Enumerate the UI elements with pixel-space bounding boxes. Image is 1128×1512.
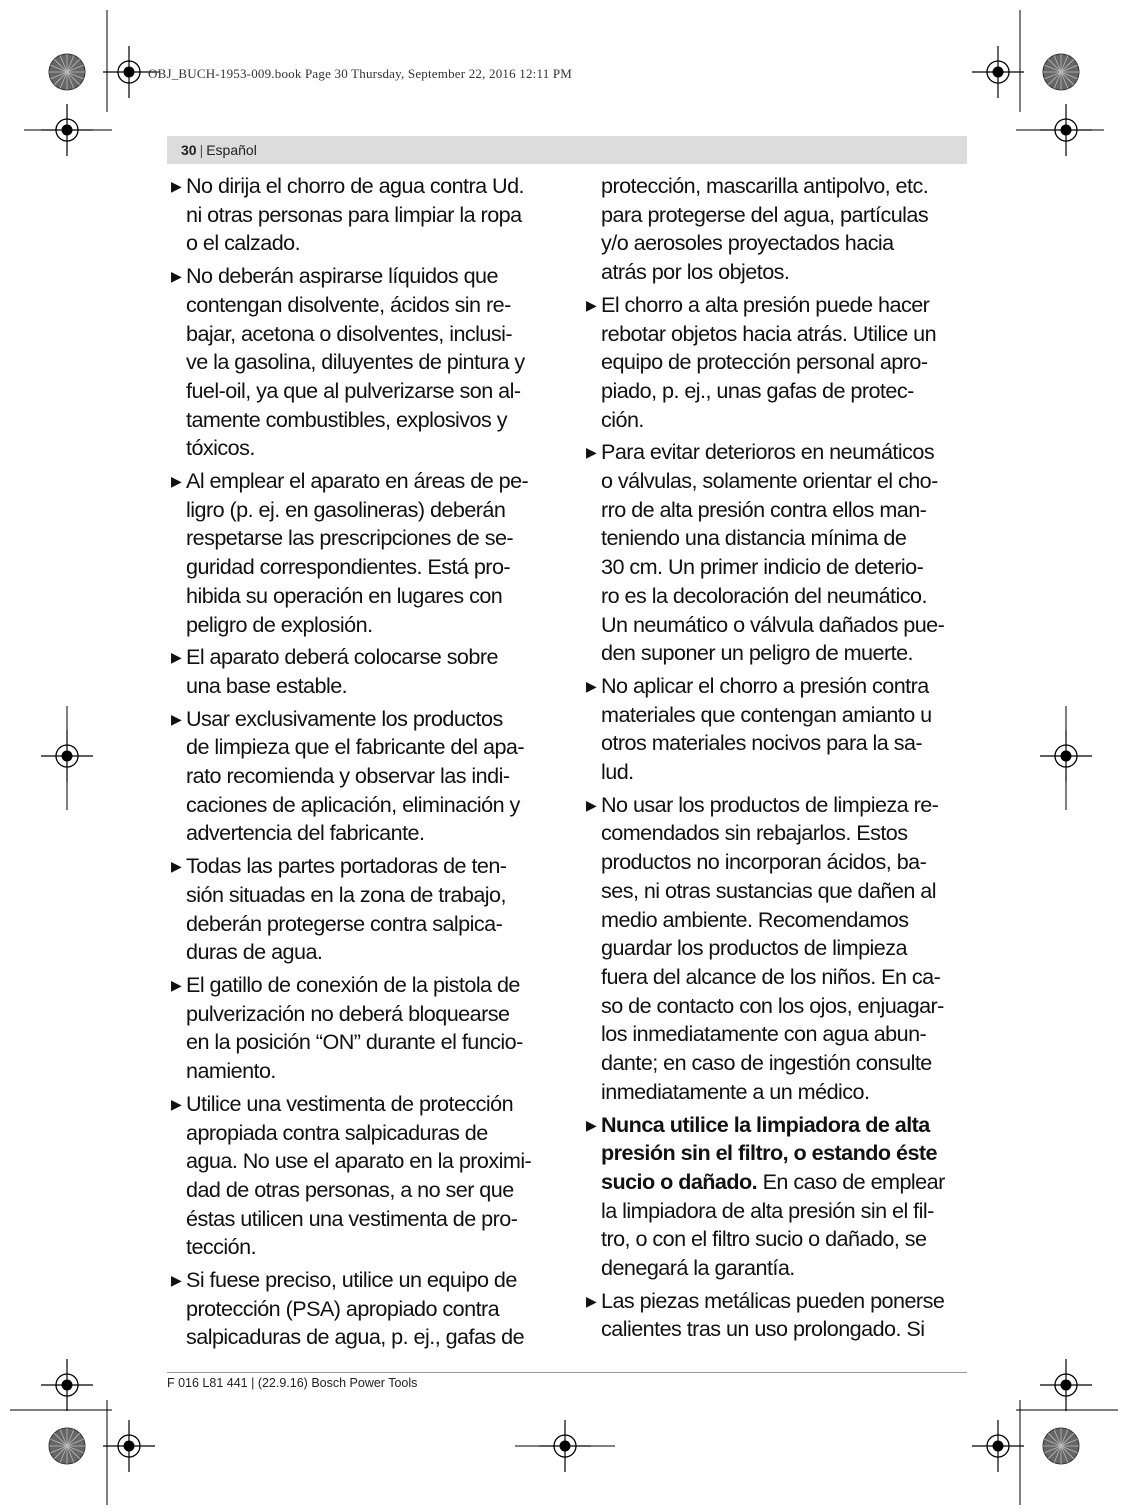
left-column xyxy=(170,172,552,1356)
text-line: atrás por los objetos. xyxy=(601,259,790,285)
safety-bullet-item xyxy=(585,672,967,787)
text-line: den suponer un peligro de muerte. xyxy=(601,640,913,666)
footer-rule xyxy=(167,1372,967,1373)
text-line: No dirija el chorro de agua contra Ud. xyxy=(186,173,524,198)
text-line: comendados sin rebajarlos. Estos xyxy=(601,820,908,846)
bullet-triangle-icon: ▶ xyxy=(586,677,597,694)
text-line: tección. xyxy=(186,1234,257,1260)
text-line: 30 cm. Un primer indicio de deterio- xyxy=(601,554,924,580)
color-star-mark xyxy=(1043,1428,1079,1464)
text-line: so de contacto con los ojos, enjuagar- xyxy=(601,992,944,1018)
registration-mark xyxy=(1040,1359,1092,1411)
text-line: calientes tras un uso prolongado. Si xyxy=(601,1316,925,1342)
text-line: Utilice una vestimenta de protección xyxy=(186,1090,514,1116)
right-column xyxy=(585,172,967,1348)
color-star-mark xyxy=(49,1428,85,1464)
safety-bullet-item xyxy=(170,172,552,258)
page-header-bar xyxy=(167,136,967,164)
text-line: ción. xyxy=(601,406,644,432)
text-line: El aparato deberá colocarse sobre xyxy=(186,644,498,670)
safety-bullet-item xyxy=(170,852,552,967)
text-line: los inmediatamente con agua abun- xyxy=(601,1021,927,1047)
color-star-mark xyxy=(1043,54,1079,90)
text-line: No aplicar el chorro a presión contra xyxy=(601,672,929,698)
text-line: caciones de aplicación, eliminación y xyxy=(186,791,520,817)
text-line: agua. No use el aparato en la proximi- xyxy=(186,1148,532,1174)
registration-mark xyxy=(41,1359,93,1411)
bullet-triangle-icon: ▶ xyxy=(171,1095,182,1112)
text-line: dante; en caso de ingestión consulte xyxy=(601,1050,932,1076)
bullet-triangle-icon: ▶ xyxy=(171,473,182,490)
safety-bullet-item xyxy=(170,643,552,700)
section-language: Español xyxy=(206,142,257,158)
safety-bullet-item xyxy=(170,262,552,463)
text-line: Un neumático o válvula dañados pue- xyxy=(601,611,945,637)
text-line: dad de otras personas, a no ser que xyxy=(186,1176,514,1202)
text-line: respetarse las prescripciones de se- xyxy=(186,525,514,551)
text-line: fuel-oil, ya que al pulverizarse son al- xyxy=(186,377,521,403)
bullet-triangle-icon: ▶ xyxy=(171,710,182,727)
bullet-triangle-icon: ▶ xyxy=(171,858,182,875)
text-line: Si fuese preciso, utilice un equipo de xyxy=(186,1267,517,1293)
text-line: o válvulas, solamente orientar el cho- xyxy=(601,468,938,494)
text-line: protección, mascarilla antipolvo, etc. xyxy=(601,173,929,198)
text-line: duras de agua. xyxy=(186,939,323,965)
bold-text: Nunca utilice la limpiadora de alta xyxy=(601,1111,930,1137)
bullet-triangle-icon: ▶ xyxy=(586,796,597,813)
text-line: fuera del alcance de los niños. En ca- xyxy=(601,963,941,989)
page-footer: F 016 L81 441 | (22.9.16) Bosch Power Tools xyxy=(167,1376,418,1390)
text-line: sión situadas en la zona de trabajo, xyxy=(186,881,506,907)
text-line: en la posición “ON” durante el funcio- xyxy=(186,1029,523,1055)
text-line: advertencia del fabricante. xyxy=(186,820,425,846)
bullet-triangle-icon: ▶ xyxy=(171,178,182,194)
text-line: ve la gasolina, diluyentes de pintura y xyxy=(186,349,525,375)
bold-text: sucio o dañado. xyxy=(601,1168,758,1194)
text-line: denegará la garantía. xyxy=(601,1255,795,1281)
text-line: bajar, acetona o disolventes, inclusi- xyxy=(186,320,513,346)
normal-text: En caso de emplear xyxy=(757,1168,945,1194)
text-line: protección (PSA) apropiado contra xyxy=(186,1295,500,1321)
text-line: No usar los productos de limpieza re- xyxy=(601,791,939,817)
color-star-mark xyxy=(49,54,85,90)
text-line: ses, ni otras sustancias que dañen al xyxy=(601,877,936,903)
bullet-triangle-icon: ▶ xyxy=(171,649,182,666)
text-line: rro de alta presión contra ellos man- xyxy=(601,496,927,522)
registration-mark xyxy=(972,46,1024,98)
bullet-triangle-icon: ▶ xyxy=(586,1116,597,1133)
safety-bullet-item xyxy=(170,1090,552,1262)
header-separator: | xyxy=(199,142,204,158)
text-line: productos no incorporan ácidos, ba- xyxy=(601,849,927,875)
text-line: Usar exclusivamente los productos xyxy=(186,705,503,731)
text-line: la limpiadora de alta presión sin el fil- xyxy=(601,1197,934,1223)
text-line: otros materiales nocivos para la sa- xyxy=(601,730,923,756)
text-line: contengan disolvente, ácidos sin re- xyxy=(186,291,511,317)
text-line: y/o aerosoles proyectados hacia xyxy=(601,230,894,256)
text-line: apropiada contra salpicaduras de xyxy=(186,1119,488,1145)
bold-line xyxy=(601,1111,967,1140)
bullet-triangle-icon: ▶ xyxy=(586,444,597,461)
text-line: lud. xyxy=(601,759,634,785)
text-line: Las piezas metálicas pueden ponerse xyxy=(601,1287,945,1313)
text-line: deberán protegerse contra salpica- xyxy=(186,910,503,936)
bold-text: presión sin el filtro, o estando éste xyxy=(601,1140,938,1166)
safety-bullet-item xyxy=(585,791,967,1107)
text-line: Al emplear el aparato en áreas de pe- xyxy=(186,468,529,494)
bullet-triangle-icon: ▶ xyxy=(171,976,182,993)
text-line: peligro de explosión. xyxy=(186,611,373,637)
bullet-triangle-icon: ▶ xyxy=(171,1272,182,1289)
text-line: namiento. xyxy=(186,1058,276,1084)
text-line: medio ambiente. Recomendamos xyxy=(601,906,909,932)
text-line: ligro (p. ej. en gasolineras) deberán xyxy=(186,496,506,522)
text-line: para protegerse del agua, partículas xyxy=(601,201,929,227)
file-slug-line: OBJ_BUCH-1953-009.book Page 30 Thursday, September 22, 2016 12:11 PM xyxy=(148,66,573,81)
safety-bullet-item xyxy=(170,971,552,1086)
registration-mark xyxy=(41,104,93,156)
safety-bullet-item xyxy=(585,291,967,435)
text-line: materiales que contengan amianto u xyxy=(601,701,932,727)
registration-mark xyxy=(972,1420,1024,1472)
text-line: piado, p. ej., unas gafas de protec- xyxy=(601,377,914,403)
text-line: inmediatamente a un médico. xyxy=(601,1078,870,1104)
safety-bullet-item xyxy=(170,467,552,639)
text-line: guardar los productos de limpieza xyxy=(601,935,907,961)
safety-bullet-item xyxy=(170,1266,552,1352)
text-line: o el calzado. xyxy=(186,230,301,256)
registration-mark xyxy=(1040,104,1092,156)
safety-bullet-item xyxy=(170,705,552,849)
text-line: rebotar objetos hacia atrás. Utilice un xyxy=(601,320,937,346)
text-line: pulverización no deberá bloquearse xyxy=(186,1000,510,1026)
text-line: hibida su operación en lugares con xyxy=(186,582,503,608)
safety-bullet-item xyxy=(585,438,967,668)
text-line: tamente combustibles, explosivos y xyxy=(186,406,507,432)
text-line: guridad correspondientes. Está pro- xyxy=(186,554,511,580)
text-line: rato recomienda y observar las indi- xyxy=(186,763,510,789)
text-line: teniendo una distancia mínima de xyxy=(601,525,907,551)
text-line: una base estable. xyxy=(186,672,348,698)
text-line: Para evitar deterioros en neumáticos xyxy=(601,439,935,465)
text-line: equipo de protección personal apro- xyxy=(601,349,928,375)
bullet-triangle-icon: ▶ xyxy=(171,268,182,285)
bullet-triangle-icon: ▶ xyxy=(586,296,597,313)
text-line: tóxicos. xyxy=(186,435,255,461)
text-line: éstas utilicen una vestimenta de pro- xyxy=(186,1205,518,1231)
safety-bullet-item xyxy=(585,1111,967,1283)
page-number: 30 xyxy=(181,142,197,158)
bold-line xyxy=(601,1139,967,1168)
continued-paragraph xyxy=(585,172,967,287)
text-line: salpicaduras de agua, p. ej., gafas de xyxy=(186,1324,525,1350)
mixed-line xyxy=(601,1168,967,1197)
registration-mark xyxy=(103,1420,155,1472)
text-line: Todas las partes portadoras de ten- xyxy=(186,853,507,879)
text-line: No deberán aspirarse líquidos que xyxy=(186,263,498,289)
text-line: ni otras personas para limpiar la ropa xyxy=(186,201,522,227)
text-line: tro, o con el filtro sucio o dañado, se xyxy=(601,1226,927,1252)
bullet-triangle-icon: ▶ xyxy=(586,1292,597,1309)
text-line: ro es la decoloración del neumático. xyxy=(601,582,927,608)
text-line: El gatillo de conexión de la pistola de xyxy=(186,971,520,997)
text-line: de limpieza que el fabricante del apa- xyxy=(186,734,525,760)
safety-bullet-item xyxy=(585,1287,967,1344)
text-line: El chorro a alta presión puede hacer xyxy=(601,291,930,317)
